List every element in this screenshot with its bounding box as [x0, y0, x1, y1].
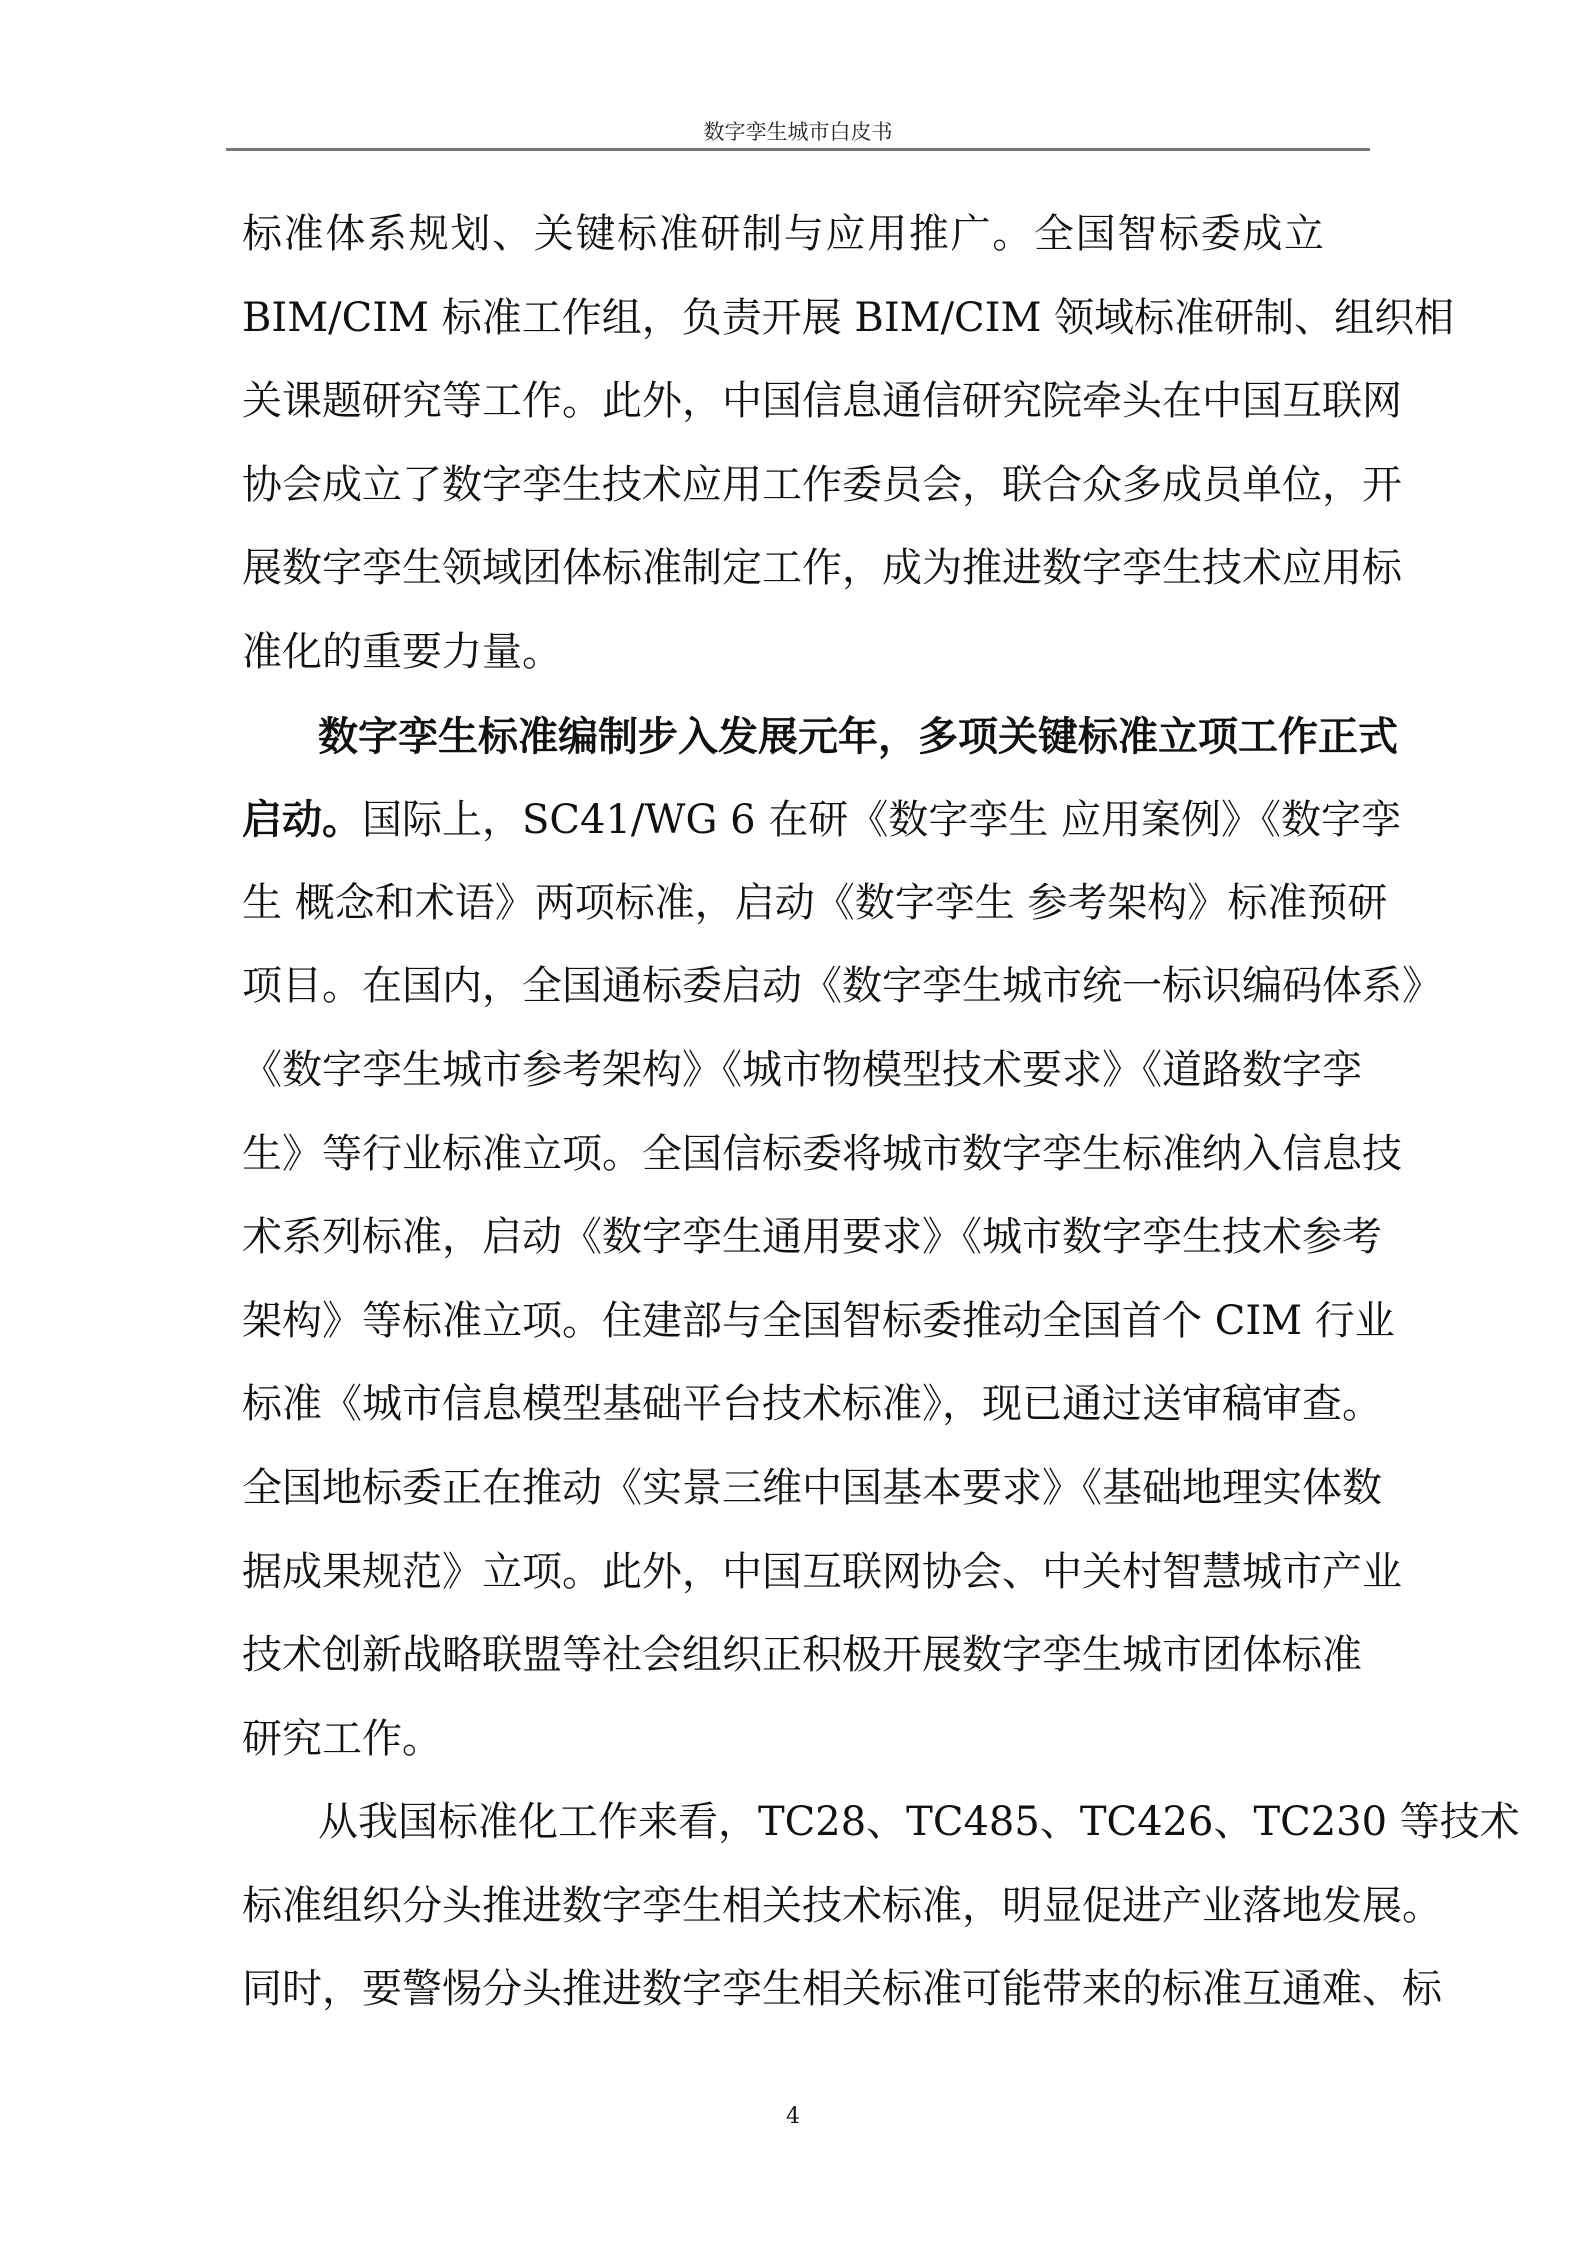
text-line: 标准组织分头推进数字孪生相关技术标准，明显促进产业落地发展。	[242, 1882, 1442, 1929]
text-line: 同时，要警惕分头推进数字孪生相关标准可能带来的标准互通难、标	[242, 1966, 1442, 2013]
bold-lead: 数字孪生标准编制步入发展元年，多项关键标准立项工作正式	[318, 712, 1398, 760]
text-line: 关课题研究等工作。此外，中国信息通信研究院牵头在中国互联网	[242, 378, 1402, 425]
page-number: 4	[786, 2104, 800, 2129]
text-line: 架构》等标准立项。住建部与全国智标委推动全国首个 CIM 行业	[242, 1297, 1395, 1344]
text-line: 生 概念和术语》两项标准，启动《数字孪生 参考架构》标准预研	[242, 879, 1388, 926]
text-line: 技术创新战略联盟等社会组织正积极开展数字孪生城市团体标准	[242, 1632, 1362, 1679]
text-line: 据成果规范》立项。此外，中国互联网协会、中关村智慧城市产业	[242, 1548, 1402, 1595]
header-rule	[226, 148, 1370, 151]
text-line: 术系列标准，启动《数字孪生通用要求》《城市数字孪生技术参考	[242, 1214, 1382, 1261]
text-line: BIM/CIM 标准工作组，负责开展 BIM/CIM 领域标准研制、组织相	[242, 294, 1455, 341]
text-line: 标准《城市信息模型基础平台技术标准》，现已通过送审稿审查。	[242, 1381, 1382, 1428]
text-line: 协会成立了数字孪生技术应用工作委员会，联合众多成员单位，开	[242, 461, 1402, 508]
bold-lead-line	[242, 695, 1398, 779]
text-line: 研究工作。	[242, 1715, 442, 1762]
text-line: 从我国标准化工作来看，TC28、TC485、TC426、TC230 等技术	[318, 1799, 1520, 1846]
text-line: 生》等行业标准立项。全国信标委将城市数字孪生标准纳入信息技	[242, 1130, 1402, 1177]
text-line: 启动。国际上，SC41/WG 6 在研《数字孪生 应用案例》《数字孪	[242, 796, 1402, 844]
bold-lead: 启动。	[242, 796, 362, 844]
text-line: 全国地标委正在推动《实景三维中国基本要求》《基础地理实体数	[242, 1464, 1382, 1511]
text-line: 准化的重要力量。	[242, 628, 562, 675]
text-line: 标准体系规划、关键标准研制与应用推广。全国智标委成立	[242, 211, 1324, 257]
document-body	[242, 193, 1520, 2032]
text-line: 展数字孪生领域团体标准制定工作，成为推进数字孪生技术应用标	[242, 545, 1402, 592]
running-header: 数字孪生城市白皮书	[703, 120, 893, 144]
text-line: 项目。在国内，全国通标委启动《数字孪生城市统一标识编码体系》	[242, 963, 1442, 1010]
text-line: 《数字孪生城市参考架构》《城市物模型技术要求》《道路数字孪	[242, 1046, 1362, 1093]
